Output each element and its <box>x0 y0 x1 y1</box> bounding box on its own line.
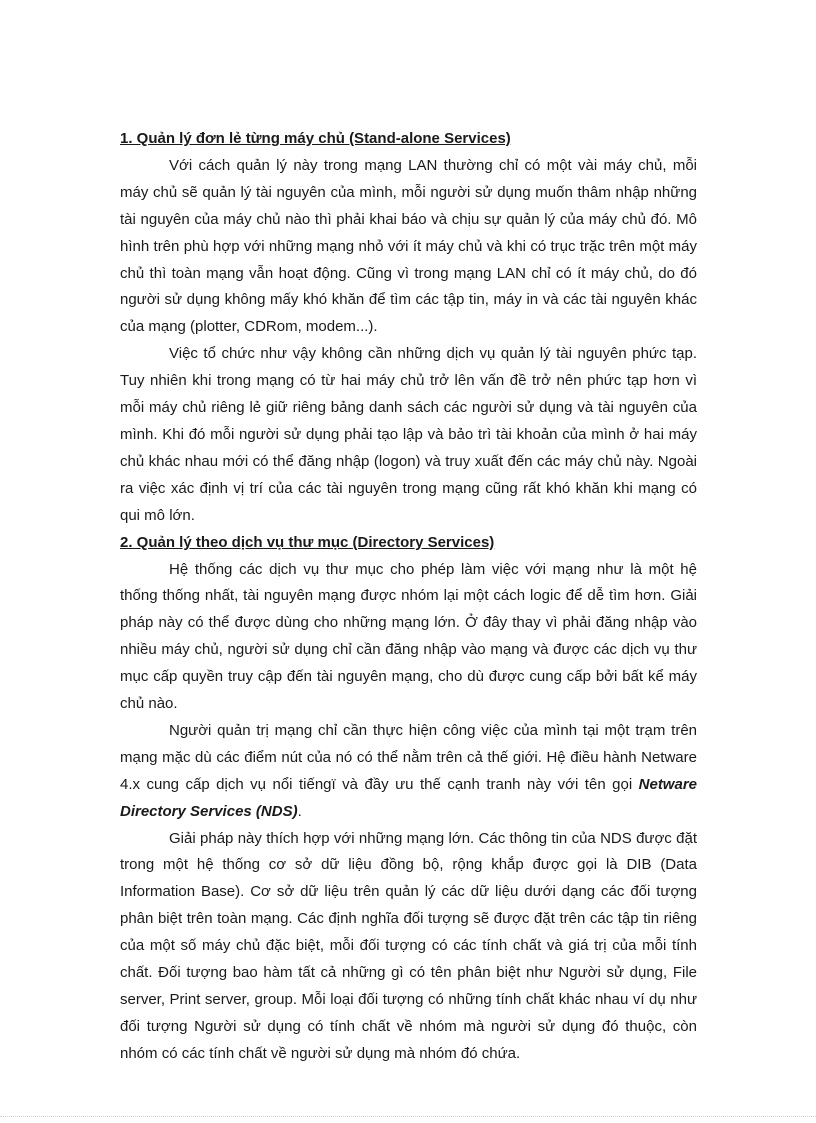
section-1-paragraph-1: Với cách quản lý này trong mạng LAN thường chỉ có một vài máy chủ, mỗi máy chủ sẽ quản lý tài nguyên của mình, mỗi người sử dụng muốn thâm nhập những tài nguyên của máy chủ nào thì phải khai báo và chịu sự quản lý của máy chủ đó. Mô hình trên phù hợp với những mạng nhỏ với ít máy chủ và khi có trục trặc trên một máy chủ thì toàn mạng vẫn hoạt động. Cũng vì trong mạng LAN chỉ có ít máy chủ, do đó người sử dụng không mấy khó khăn để tìm các tập tin, máy in và các tài nguyên khác của mạng (plotter, CDRom, modem...). <box>120 156 697 336</box>
section-2-heading: 2. Quản lý theo dịch vụ thư mục (Directory Services) <box>120 533 495 551</box>
section-2-paragraph-3: Giải pháp này thích hợp với những mạng lớn. Các thông tin của NDS được đặt trong một hệ thống cơ sở dữ liệu đồng bộ, rộng khắp được gọi là DIB (Data Information Base). Cơ sở dữ liệu trên quản lý các dữ liệu dưới dạng các đối tượng phân biệt trên toàn mạng. Các định nghĩa đối tượng sẽ được đặt trên các tập tin riêng của một số máy chủ đặc biệt, mỗi đối tượng có các tính chất và giá trị của mỗi tính chất. Đối tượng bao hàm tất cả những gì có tên phân biệt như Người sử dụng, File server, Print server, group. Mỗi loại đối tượng có những tính chất khác nhau ví dụ như đối tượng Người sử dụng có tính chất về nhóm mà người sử dụng đó thuộc, còn nhóm có các tính chất về người sử dụng mà nhóm đó chứa. <box>120 829 697 1062</box>
section-1-paragraph-2: Việc tổ chức như vậy không cần những dịch vụ quản lý tài nguyên phức tạp. Tuy nhiên khi trong mạng có từ hai máy chủ trở lên vấn đề trở nên phức tạp hơn vì mỗi máy chủ riêng lẻ giữ riêng bảng danh sách các người sử dụng và tài nguyên của mình. Khi đó mỗi người sử dụng phải tạo lập và bảo trì tài khoản của mình ở hai máy chủ khác nhau mới có thể đăng nhập (logon) và truy xuất đến các máy chủ này. Ngoài ra việc xác định vị trí của các tài nguyên trong mạng cũng rất khó khăn khi mạng có qui mô lớn. <box>120 345 697 524</box>
page-bottom-divider <box>0 1116 816 1117</box>
section-2-paragraph-nds <box>120 718 697 826</box>
nds-text-before: Người quản trị mạng chỉ cần thực hiện công việc của mình tại một trạm trên mạng mặc dù các điểm nút của nó có thể nằm trên cả thế giới. Hệ điều hành Netware 4.x cung cấp dịch vụ nổi tiếngï và đầy ưu thế cạnh tranh này với tên gọi <box>120 721 697 793</box>
nds-product-name: Netware Directory Services (NDS) <box>120 775 697 820</box>
section-2-paragraph-1: Hệ thống các dịch vụ thư mục cho phép làm việc với mạng như là một hệ thống thống nhất, tài nguyên mạng được nhóm lại một cách logic để dễ tìm hơn. Giải pháp này có thể được dùng cho những mạng lớn. Ở đây thay vì phải đăng nhập vào nhiều máy chủ, người sử dụng chỉ cần đăng nhập vào mạng và được các dịch vụ thư mục cấp quyền truy cập đến tài nguyên mạng, cho dù được cung cấp bởi bất kể máy chủ nào. <box>120 560 697 713</box>
nds-text-after: . <box>297 802 302 820</box>
document-body <box>120 126 697 1068</box>
section-1-heading: 1. Quản lý đơn lẻ từng máy chủ (Stand-alone Services) <box>120 130 511 147</box>
